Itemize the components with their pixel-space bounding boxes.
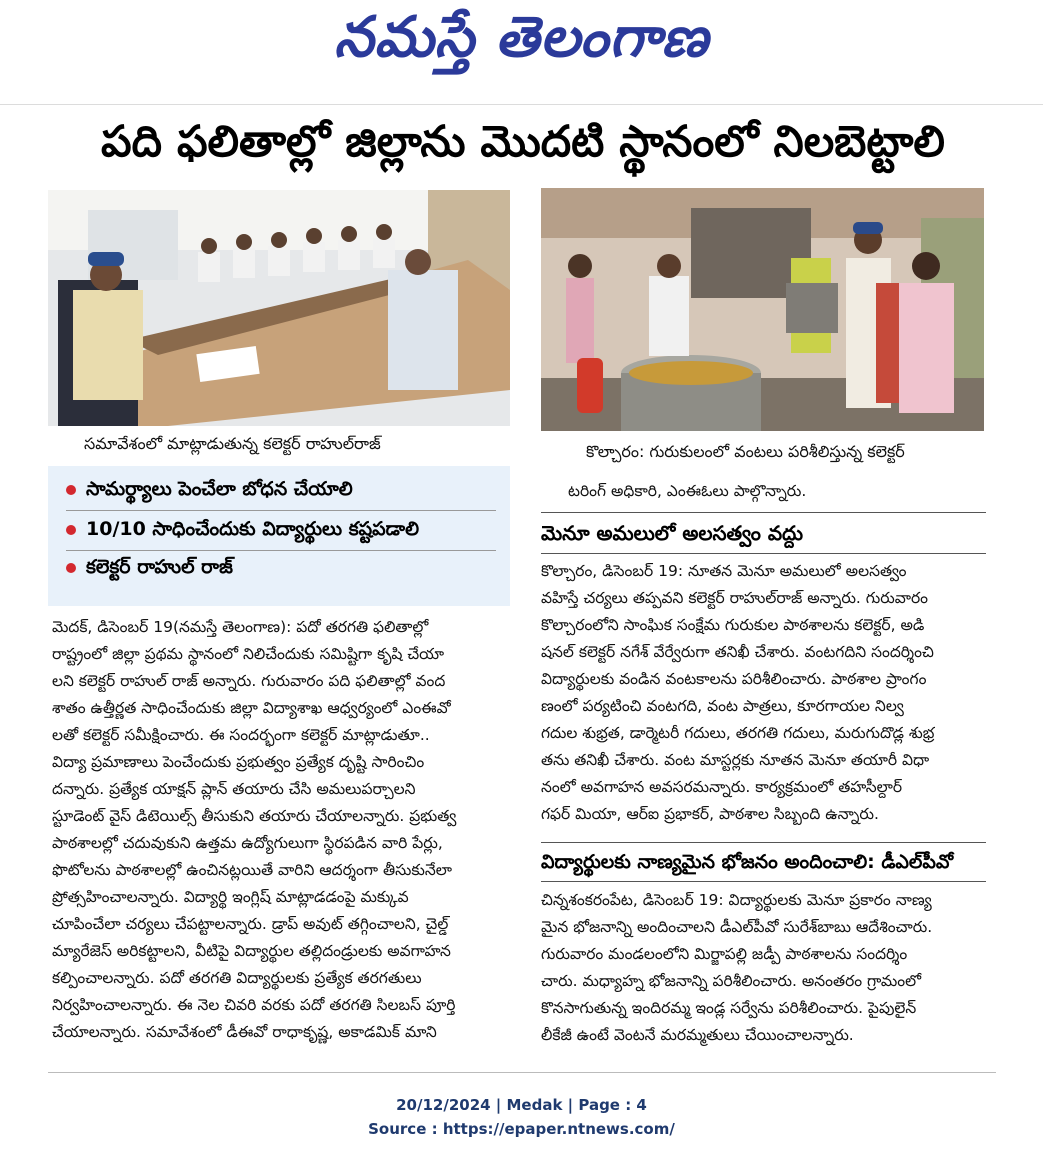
main-article-body [52,614,510,1046]
body-text-line: మెదక్, డిసెంబర్ 19(నమస్తే తెలంగాణ): పదో తరగతి ఫలితాల్లో [52,618,429,636]
body-text-line: ణంలో పర్యటించి వంటగది, వంట పాత్రలు, కూరగాయల నిల్వ [541,697,904,715]
body-text-line: చేయాలన్నారు. సమావేశంలో డీఈవో రాధాకృష్ణ, అకాడమిక్ మాని [52,1023,437,1041]
body-text-line: లతో కలెక్టర్ సమీక్షించారు. ఈ సందర్భంగా కలెక్టర్ మాట్లాడుతూ.. [52,726,430,744]
divider [66,550,496,551]
subhead-menu: మెనూ అమలులో అలసత్వం వద్దు [541,521,804,545]
page-bottom-rule [48,1072,996,1073]
body-text-line: పాఠశాలల్లో చదువుకుని ఉత్తమ ఉద్యోగులుగా స్థిరపడిన వారి పేర్లు, [52,834,443,852]
body-text-line: విద్యార్థులకు వండిన వంటకాలను పరిశీలించారు. పాఠశాల ప్రాంగం [541,670,927,688]
body-text-line: మ్యారేజెస్ అరికట్టాలని, వీటిపై విద్యార్థుల తల్లిదండ్రులకు అవగాహన [52,942,451,960]
bullet-dot-icon [66,563,76,573]
body-text-line: స్టూడెంట్ వైస్ డిటెయిల్స్ తీసుకుని తయారు చేయాలన్నారు. ప్రభుత్వ [52,807,457,825]
divider [541,512,986,513]
bullet-dot-icon [66,485,76,495]
article-headline: పది ఫలితాల్లో జిల్లాను మొదటి స్థానంలో నిలబెట్టాలి [101,117,945,167]
body-text-line: కొల్చారంలోని సాంఘిక సంక్షేమ గురుకుల పాఠశాలను కలెక్టర్, అడి [541,616,925,634]
body-text-line: విద్యా ప్రమాణాలు పెంచేందుకు ప్రభుత్వం ప్రత్యేక దృష్టి సారించిం [52,753,425,771]
body-text-line: రాష్ట్రంలో జిల్లా ప్రథమ స్థానంలో నిలిచేందుకు సమిష్టిగా కృషి చేయా [52,645,445,663]
body-text-line: ప్రోత్సహించాలన్నారు. విద్యార్థి ఇంగ్లిష్ మాట్లాడడంపై మక్కువ [52,888,409,906]
body-text-line: కొల్చారం, డిసెంబర్ 19: నూతన మెనూ అమలులో అలసత్వం [541,562,907,580]
body-text-line: లీకేజీ ఉంటే వెంటనే మరమ్మతులు చేయించాలన్నారు. [541,1026,854,1044]
highlight-item [66,514,419,544]
divider [66,510,496,511]
body-text-line: గురువారం మండలంలోని మిర్జాపల్లి జడ్పీ పాఠశాలను సందర్శిం [541,945,908,963]
highlight-text: సామర్థ్యాలు పెంచేలా బోధన చేయాలి [86,478,353,500]
divider [541,842,986,843]
masthead [0,0,1043,105]
body-text-line: చారు. మధ్యాహ్న భోజనాన్ని పరిశీలించారు. అనంతరం గ్రామంలో [541,972,922,990]
newspaper-logo: నమస్తే తెలంగాణ [334,4,709,70]
body-text-line: షనల్ కలెక్టర్ నగేశ్ వేర్వేరుగా తనిఖీ చేశారు. వంటగదిని సందర్శించి [541,643,934,661]
meal-story-body [541,887,991,1049]
body-text-line: శాతం ఉత్తీర్ణత సాధించేందుకు జిల్లా విద్యాశాఖ ఆధ్వర్యంలో ఎంఈవో [52,699,451,717]
highlight-text: కలెక్టర్ రాహుల్ రాజ్ [86,556,233,578]
body-text-line: వహిస్తే చర్యలు తప్పవని కలెక్టర్ రాహుల్‌రాజ్ అన్నారు. గురువారం [541,589,929,607]
highlight-item [66,474,353,504]
highlights-box [48,466,510,606]
highlight-text: 10/10 సాధించేందుకు విద్యార్థులు కష్టపడాలి [86,518,419,540]
main-article-continuation [568,478,998,505]
body-text-line: చూపించేలా చర్యలు చేపట్టాలన్నారు. డ్రాప్ అవుట్ తగ్గించాలని, చైల్డ్ [52,915,449,933]
divider [541,881,986,882]
meeting-photo-caption: సమావేశంలో మాట్లాడుతున్న కలెక్టర్ రాహుల్‌రాజ్ [84,434,381,453]
body-text-line: గదుల శుభ్రత, డార్మెటరీ గదులు, తరగతి గదులు, మరుగుదొడ్ల శుభ్ర [541,724,935,742]
subhead-meal: విద్యార్థులకు నాణ్యమైన భోజనం అందించాలి: డీఎల్‌పీవో [541,851,954,873]
highlight-item [66,552,233,582]
continuation-line: టరింగ్ అధికారి, ఎంఈఓలు పాల్గొన్నారు. [568,482,807,500]
body-text-line: ఫొటోలను పాఠశాలల్లో ఉంచినట్లయితే వారిని ఆదర్శంగా తీసుకునేలా [52,861,452,879]
body-text-line: దన్నారు. ప్రత్యేక యాక్షన్ ప్లాన్ తయారు చేసి అమలుపర్చాలని [52,780,416,798]
body-text-line: లని కలెక్టర్ రాహుల్ రాజ్ అన్నారు. గురువారం పది ఫలితాల్లో వంద [52,672,446,690]
body-text-line: నిర్వహించాలన్నారు. ఈ నెల చివరి వరకు పదో తరగతి సిలబస్ పూర్తి [52,996,456,1014]
body-text-line: కొనసాగుతున్న ఇందిరమ్మ ఇండ్ల సర్వేను పరిశీలించారు. పైపులైన్ [541,999,917,1017]
bullet-dot-icon [66,525,76,535]
kitchen-photo [541,188,984,431]
body-text-line: గఫర్ మియా, ఆర్ఐ ప్రభాకర్, పాఠశాల సిబ్బంది ఉన్నారు. [541,805,879,823]
menu-story-body [541,558,991,828]
footer-date-line: 20/12/2024 | Medak | Page : 4 [396,1096,647,1114]
divider [541,553,986,554]
body-text-line: నంలో అవగాహన అవసరమన్నారు. కార్యక్రమంలో తహసీల్దార్ [541,778,903,796]
kitchen-photo-caption: కొల్చారం: గురుకులంలో వంటలు పరిశీలిస్తున్న కలెక్టర్ [586,442,905,461]
body-text-line: మైన భోజనాన్ని అందించాలని డీఎల్‌పీవో సురేశ్‌బాబు ఆదేశించారు. [541,918,933,936]
body-text-line: కల్పించాలన్నారు. పదో తరగతి విద్యార్థులకు ప్రత్యేక తరగతులు [52,969,422,987]
body-text-line: చిన్నశంకరంపేట, డిసెంబర్ 19: విద్యార్థులకు మెనూ ప్రకారం నాణ్య [541,891,932,909]
meeting-photo [48,190,510,426]
footer-source-line: Source : https://epaper.ntnews.com/ [368,1120,675,1138]
body-text-line: తను తనిఖీ చేశారు. వంట మాస్టర్లకు నూతన మెనూ తయారీ విధా [541,751,930,769]
